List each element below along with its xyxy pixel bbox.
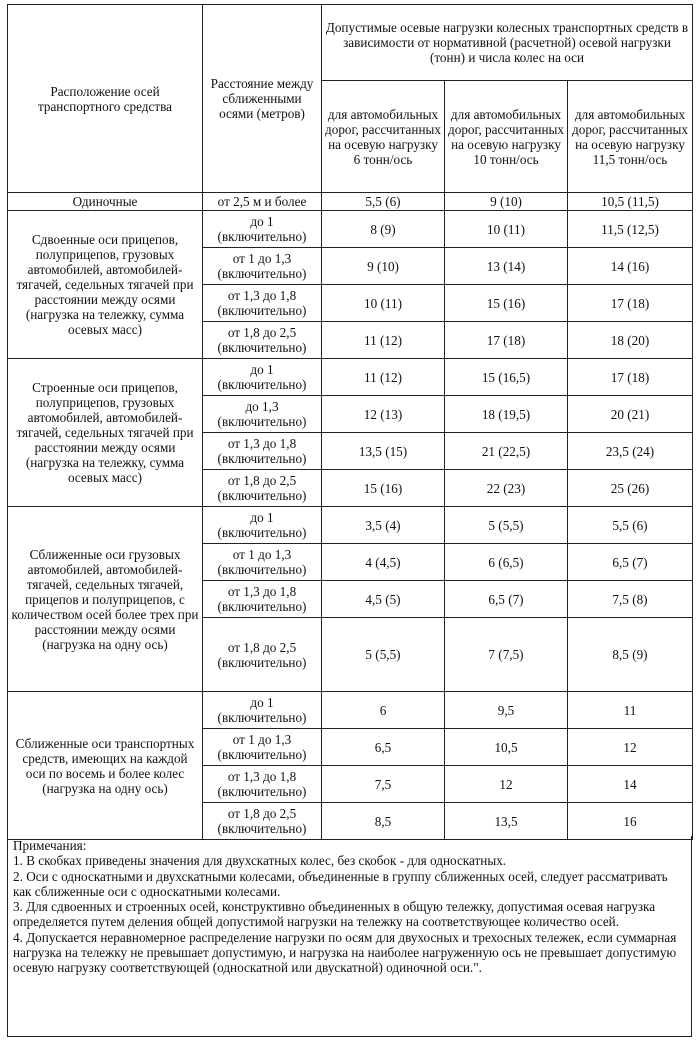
value-6t: 5,5 (6) (322, 193, 445, 211)
notes-section (7, 836, 692, 1037)
value-10t: 9 (10) (445, 193, 568, 211)
value-11-5t: 12 (568, 729, 693, 766)
value-10t: 18 (19,5) (445, 396, 568, 433)
group-label: Сближенные оси грузовых автомобилей, автомобилей-тягачей, седельных тягачей, прицепов и полуприцепов, с количеством осей более трех при расстоянии между осями (нагрузка на одну ось) (8, 507, 203, 692)
value-10t: 13,5 (445, 803, 568, 840)
header-loads: Допустимые осевые нагрузки колесных транспортных средств в зависимости от нормативной (расчетной) осевой нагрузки (тонн) и числа колес на оси (322, 5, 693, 81)
distance-cell: от 1,3 до 1,8 (включительно) (203, 766, 322, 803)
distance-cell: от 1 до 1,3 (включительно) (203, 729, 322, 766)
value-6t: 11 (12) (322, 322, 445, 359)
value-6t: 10 (11) (322, 285, 445, 322)
value-10t: 12 (445, 766, 568, 803)
distance-cell: до 1 (включительно) (203, 211, 322, 248)
value-11-5t: 17 (18) (568, 359, 693, 396)
distance-cell: от 1,8 до 2,5 (включительно) (203, 803, 322, 840)
value-11-5t: 14 (568, 766, 693, 803)
table-row (8, 359, 693, 396)
distance-cell: от 1,3 до 1,8 (включительно) (203, 433, 322, 470)
subheader-11-5t: для автомобильных дорог, рассчитанных на осевую нагрузку 11,5 тонн/ось (568, 81, 693, 193)
value-6t: 6 (322, 692, 445, 729)
group-label: Сдвоенные оси прицепов, полуприцепов, грузовых автомобилей, автомобилей-тягачей, седельных тягачей при расстоянии между осями (нагрузка на тележку, сумма осевых масс) (8, 211, 203, 359)
value-6t: 4,5 (5) (322, 581, 445, 618)
value-6t: 9 (10) (322, 248, 445, 285)
value-11-5t: 11 (568, 692, 693, 729)
value-6t: 11 (12) (322, 359, 445, 396)
value-10t: 10 (11) (445, 211, 568, 248)
distance-cell: от 2,5 м и более (203, 193, 322, 211)
value-10t: 10,5 (445, 729, 568, 766)
table-row (8, 692, 693, 729)
value-6t: 8,5 (322, 803, 445, 840)
group-label: Строенные оси прицепов, полуприцепов, грузовых автомобилей, автомобилей-тягачей, седельных тягачей при расстоянии между осями (нагрузка на тележку, сумма осевых масс) (8, 359, 203, 507)
value-6t: 13,5 (15) (322, 433, 445, 470)
value-11-5t: 5,5 (6) (568, 507, 693, 544)
subheader-6t: для автомобильных дорог, рассчитанных на осевую нагрузку 6 тонн/ось (322, 81, 445, 193)
row-label: Одиночные (8, 193, 203, 211)
value-6t: 8 (9) (322, 211, 445, 248)
value-11-5t: 23,5 (24) (568, 433, 693, 470)
value-11-5t: 7,5 (8) (568, 581, 693, 618)
distance-cell: до 1 (включительно) (203, 692, 322, 729)
distance-cell: от 1,8 до 2,5 (включительно) (203, 470, 322, 507)
note-item: 2. Оси с односкатными и двухскатными колесами, объединенные в группу сближенных осей, следует рассматривать как сближенные оси с односкатными колесами. (13, 868, 668, 899)
value-6t: 5 (5,5) (322, 618, 445, 692)
value-11-5t: 8,5 (9) (568, 618, 693, 692)
table-row (8, 211, 693, 248)
value-11-5t: 20 (21) (568, 396, 693, 433)
value-6t: 12 (13) (322, 396, 445, 433)
value-11-5t: 6,5 (7) (568, 544, 693, 581)
header-distance: Расстояние между сближенными осями (метров) (203, 5, 322, 193)
group-label: Сближенные оси транспортных средств, имеющих на каждой оси по восемь и более колес (нагрузка на одну ось) (8, 692, 203, 840)
value-10t: 22 (23) (445, 470, 568, 507)
value-11-5t: 25 (26) (568, 470, 693, 507)
value-11-5t: 10,5 (11,5) (568, 193, 693, 211)
value-10t: 6,5 (7) (445, 581, 568, 618)
distance-cell: от 1,3 до 1,8 (включительно) (203, 285, 322, 322)
value-6t: 6,5 (322, 729, 445, 766)
subheader-10t: для автомобильных дорог, рассчитанных на осевую нагрузку 10 тонн/ось (445, 81, 568, 193)
table-row-single (8, 193, 693, 211)
distance-cell: до 1 (включительно) (203, 507, 322, 544)
distance-cell: от 1,8 до 2,5 (включительно) (203, 322, 322, 359)
value-10t: 21 (22,5) (445, 433, 568, 470)
value-10t: 5 (5,5) (445, 507, 568, 544)
value-10t: 15 (16,5) (445, 359, 568, 396)
table-row (8, 507, 693, 544)
distance-cell: до 1,3 (включительно) (203, 396, 322, 433)
distance-cell: от 1,3 до 1,8 (включительно) (203, 581, 322, 618)
value-10t: 13 (14) (445, 248, 568, 285)
value-10t: 15 (16) (445, 285, 568, 322)
distance-cell: до 1 (включительно) (203, 359, 322, 396)
note-item: 4. Допускается неравномерное распределение нагрузки по осям для двухосных и трехосных тележек, если суммарная нагрузка на тележку не превышает допустимую, и нагрузка на наиболее нагруженную ось не превышает допустимую осевую нагрузку соответствующей (односкатной или двускатной) одиночной оси.". (13, 929, 677, 976)
value-6t: 3,5 (4) (322, 507, 445, 544)
value-10t: 6 (6,5) (445, 544, 568, 581)
value-11-5t: 18 (20) (568, 322, 693, 359)
value-11-5t: 17 (18) (568, 285, 693, 322)
header-location: Расположение осей транспортного средства (8, 5, 203, 193)
value-11-5t: 16 (568, 803, 693, 840)
note-item: 1. В скобках приведены значения для двухскатных колес, без скобок - для односкатных. (13, 853, 507, 869)
value-6t: 4 (4,5) (322, 544, 445, 581)
note-item: 3. Для сдвоенных и строенных осей, конструктивно объединенных в общую тележку, допустимая осевая нагрузка определяется путем деления общей допустимой нагрузки на тележку на соответствующее количество осей. (13, 899, 656, 930)
value-10t: 7 (7,5) (445, 618, 568, 692)
value-11-5t: 14 (16) (568, 248, 693, 285)
value-11-5t: 11,5 (12,5) (568, 211, 693, 248)
value-6t: 7,5 (322, 766, 445, 803)
axle-load-table (7, 4, 693, 840)
distance-cell: от 1 до 1,3 (включительно) (203, 544, 322, 581)
value-10t: 9,5 (445, 692, 568, 729)
notes-title: Примечания: (13, 838, 87, 853)
distance-cell: от 1 до 1,3 (включительно) (203, 248, 322, 285)
distance-cell: от 1,8 до 2,5 (включительно) (203, 618, 322, 692)
value-6t: 15 (16) (322, 470, 445, 507)
value-10t: 17 (18) (445, 322, 568, 359)
